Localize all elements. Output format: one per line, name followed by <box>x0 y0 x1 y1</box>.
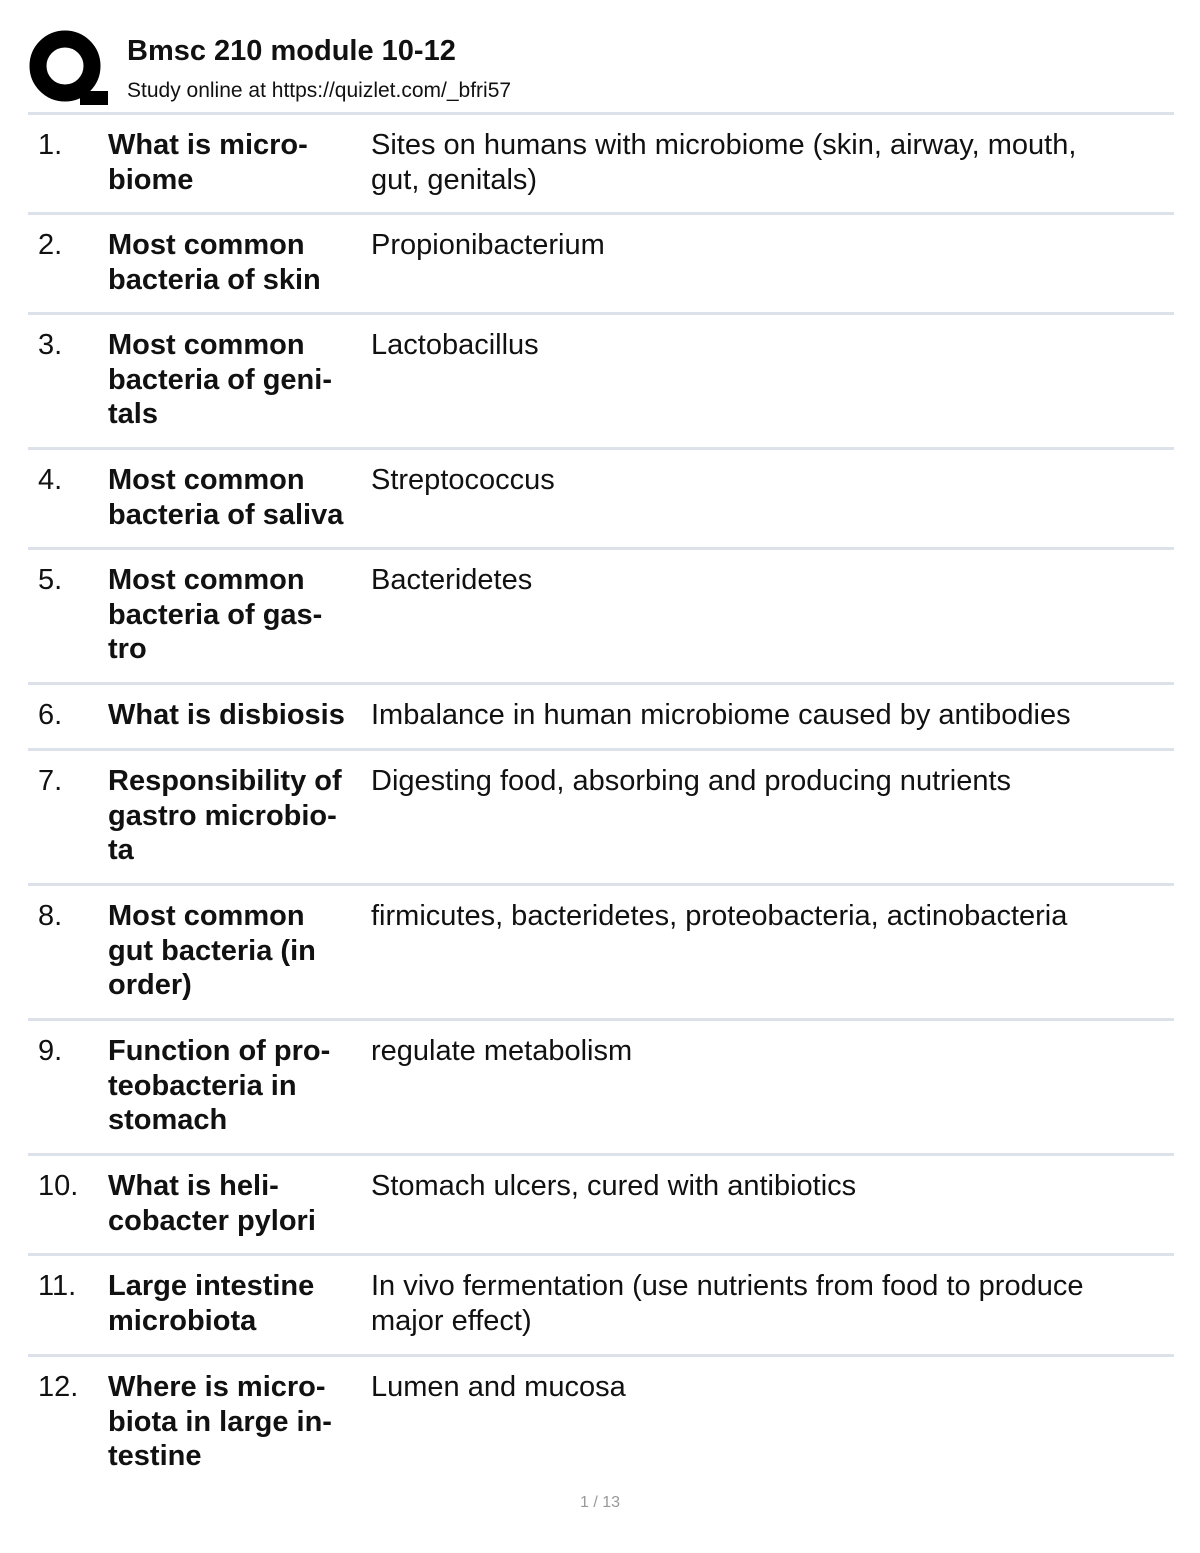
flashcard-list <box>28 112 1174 1482</box>
flashcard-row <box>28 751 1174 886</box>
flashcard-row <box>28 1256 1174 1357</box>
flashcard-row <box>28 215 1174 315</box>
term-text: What is disbiosis <box>108 699 345 731</box>
term-text: Most common bacteria of geni- tals <box>108 329 332 430</box>
definition-text: Stomach ulcers, cured with antibiotics <box>371 1170 857 1202</box>
term-text: What is micro- biome <box>108 129 308 196</box>
definition-text: Lactobacillus <box>371 329 539 361</box>
definition-text: Bacteridetes <box>371 564 533 596</box>
definition-text: Lumen and mucosa <box>371 1371 626 1403</box>
definition-text: firmicutes, bacteridetes, proteobacteria, actinobacteria <box>371 900 1068 932</box>
term-text: What is heli- cobacter pylori <box>108 1170 316 1237</box>
row-number: 8. <box>38 900 63 932</box>
quizlet-logo-icon <box>28 28 108 108</box>
term-text: Function of pro- teobacteria in stomach <box>108 1035 331 1136</box>
page-indicator: 1 / 13 <box>579 1494 621 1511</box>
flashcard-row <box>28 550 1174 685</box>
page-header <box>28 28 1174 110</box>
flashcard-row <box>28 450 1174 550</box>
term-text: Most common bacteria of skin <box>108 229 321 296</box>
definition-text: Sites on humans with microbiome (skin, airway, mouth, gut, genitals) <box>371 129 1077 196</box>
row-number: 3. <box>38 329 63 361</box>
term-text: Most common bacteria of saliva <box>108 464 344 531</box>
row-number: 7. <box>38 765 63 797</box>
flashcard-row <box>28 1357 1174 1482</box>
row-number: 9. <box>38 1035 63 1067</box>
row-number: 1. <box>38 129 63 161</box>
definition-text: regulate metabolism <box>371 1035 633 1067</box>
flashcard-row <box>28 1156 1174 1256</box>
definition-text: Streptococcus <box>371 464 555 496</box>
row-number: 10. <box>38 1170 79 1202</box>
deck-study-link[interactable]: Study online at https://quizlet.com/_bfri57 <box>127 79 512 102</box>
row-number: 5. <box>38 564 63 596</box>
flashcard-row <box>28 1021 1174 1156</box>
definition-text: In vivo fermentation (use nutrients from food to produce major effect) <box>371 1270 1084 1337</box>
flashcard-row <box>28 315 1174 450</box>
deck-title: Bmsc 210 module 10-12 <box>127 35 456 67</box>
definition-text: Imbalance in human microbiome caused by antibodies <box>371 699 1071 731</box>
flashcard-row <box>28 685 1174 751</box>
term-text: Most common bacteria of gas- tro <box>108 564 323 665</box>
row-number: 2. <box>38 229 63 261</box>
term-text: Where is micro- biota in large in- testine <box>108 1371 332 1472</box>
row-number: 4. <box>38 464 63 496</box>
row-number: 6. <box>38 699 63 731</box>
row-number: 11. <box>38 1270 77 1302</box>
definition-text: Digesting food, absorbing and producing nutrients <box>371 765 1012 797</box>
flashcard-row <box>28 115 1174 215</box>
row-number: 12. <box>38 1371 79 1403</box>
definition-text: Propionibacterium <box>371 229 605 261</box>
term-text: Large intestine microbiota <box>108 1270 315 1337</box>
flashcard-row <box>28 886 1174 1021</box>
term-text: Responsibility of gastro microbio- ta <box>108 765 342 866</box>
term-text: Most common gut bacteria (in order) <box>108 900 316 1001</box>
